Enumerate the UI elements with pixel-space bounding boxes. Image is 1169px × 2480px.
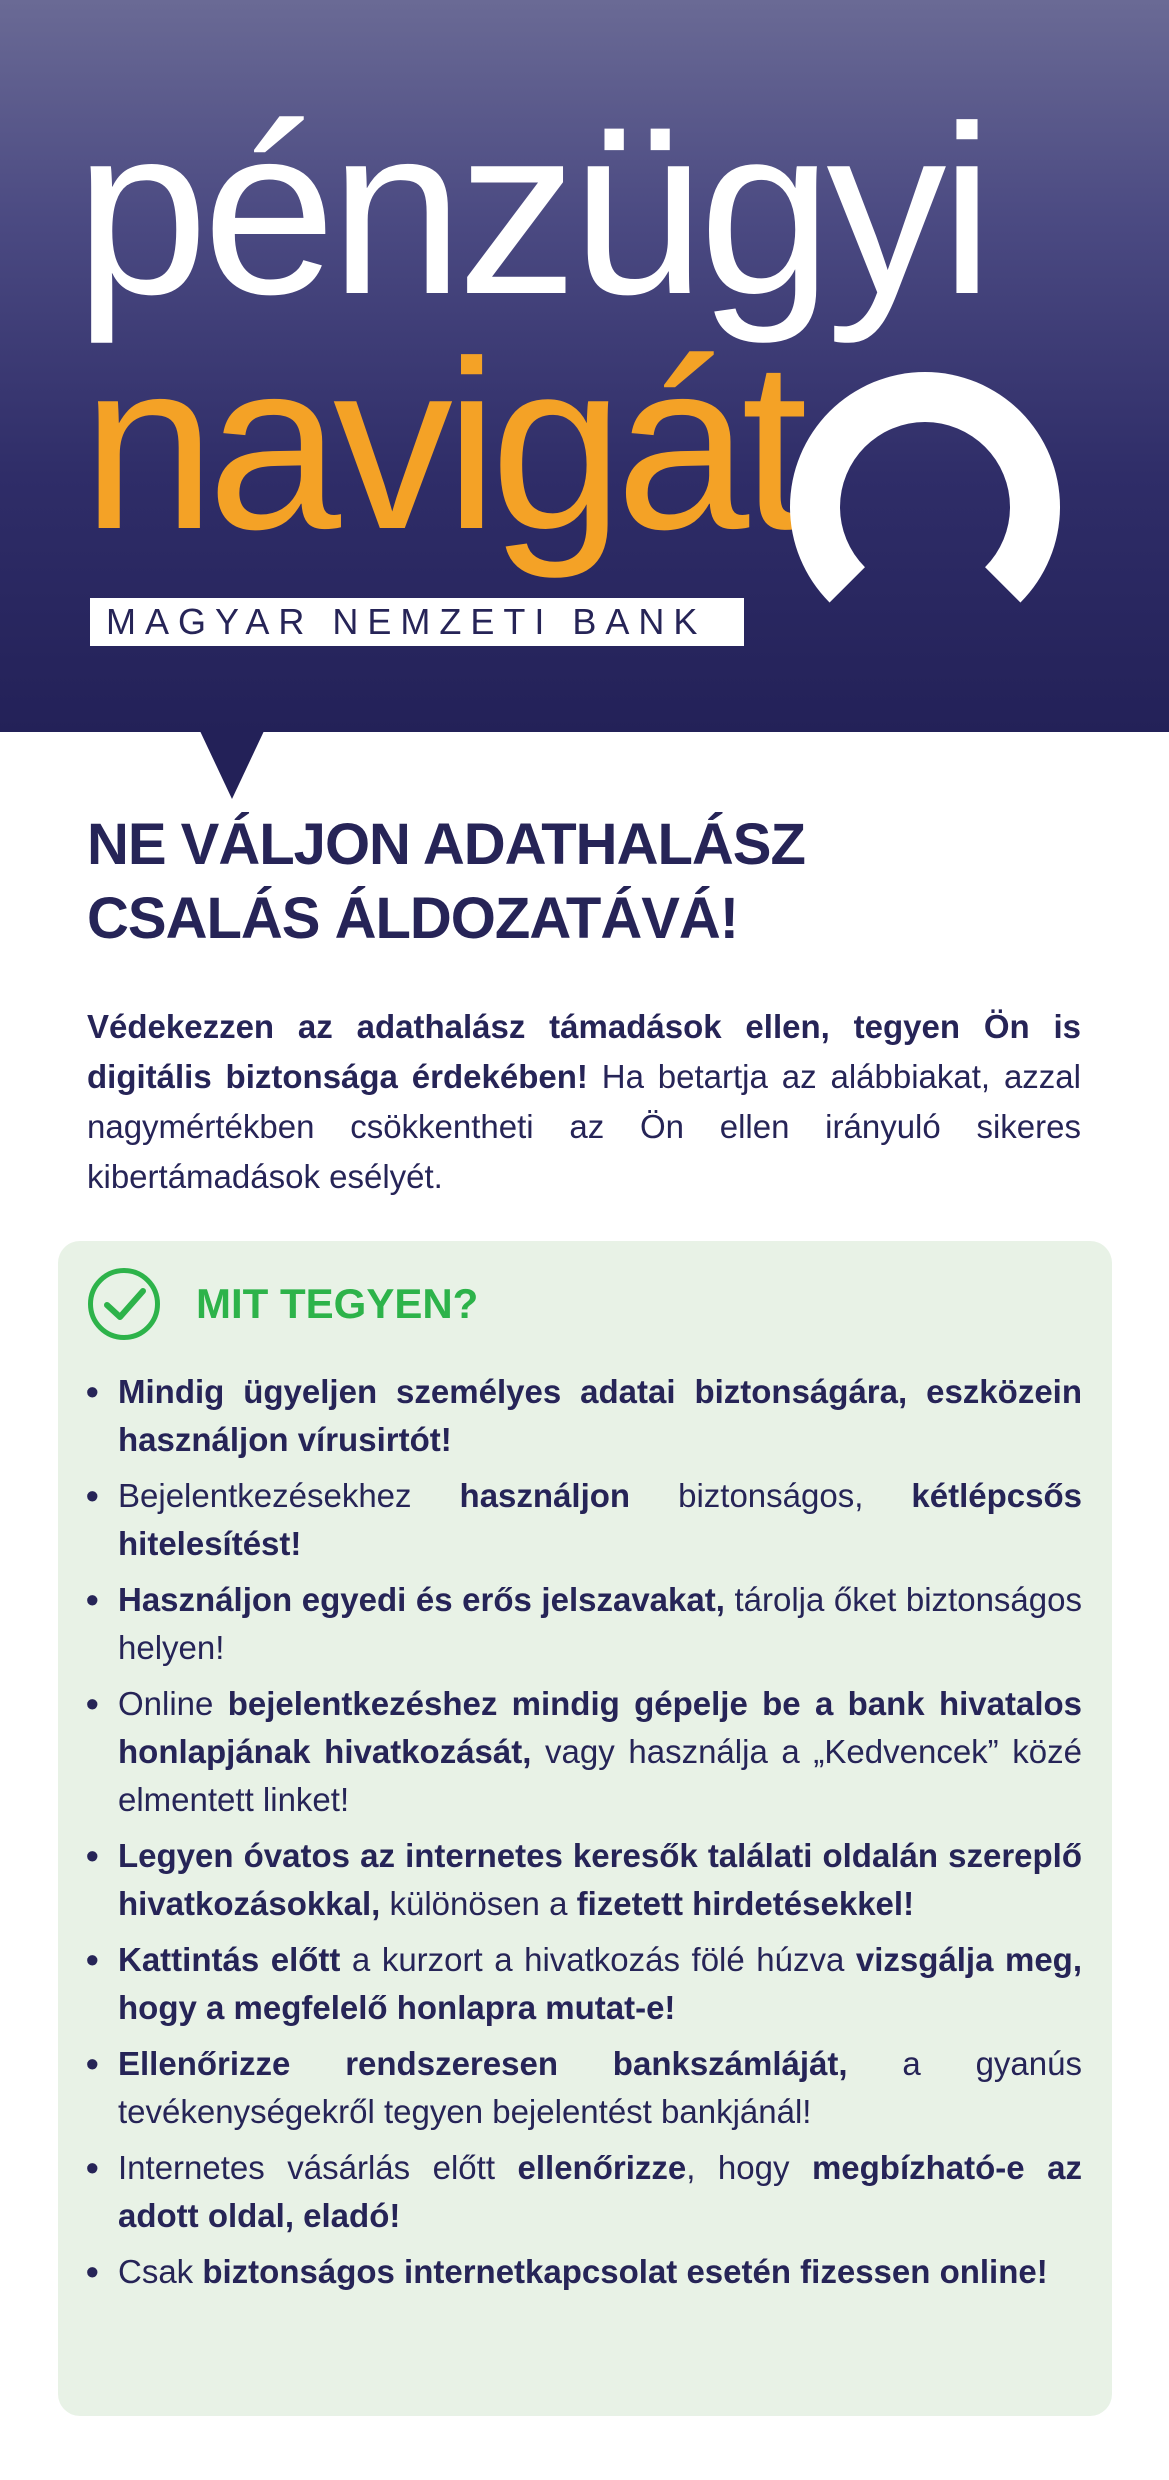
advice-list — [86, 1368, 1082, 2304]
list-item-bold-text: ellenőrizze — [517, 2149, 687, 2186]
list-item — [86, 1936, 1082, 2032]
list-item-bold-text: használjon — [459, 1477, 631, 1514]
list-item-text: biztonságos, — [630, 1477, 912, 1514]
list-item-bold-text: Legyen óvatos az internetes keresők találati oldalán szereplő hivatkozásokkal, — [118, 1837, 1082, 1922]
list-item-text: különösen a — [380, 1885, 577, 1922]
list-item-text: , hogy — [686, 2149, 812, 2186]
list-item-bold-text: megbízható-e az adott oldal, eladó! — [118, 2149, 1082, 2234]
list-item — [86, 1832, 1082, 1928]
list-item — [86, 2144, 1082, 2240]
logo-line2: navigát — [82, 311, 800, 579]
list-item-text: a gyanús tevékenységekről tegyen bejelentést bankjánál! — [118, 2045, 1082, 2130]
title-line1: NE VÁLJON ADATHALÁSZ — [87, 812, 805, 877]
intro-bold: Védekezzen az adathalász támadások ellen, tegyen Ön is digitális biztonsága érdekében! — [87, 1008, 1081, 1095]
intro-paragraph — [87, 1002, 1081, 1202]
list-item-bold-text: Használjon egyedi és erős jelszavakat, — [118, 1581, 725, 1618]
list-item-text: tárolja őket biztonságos helyen! — [118, 1581, 1082, 1666]
list-item-text: Csak — [118, 2253, 203, 2290]
page-title — [87, 808, 1087, 956]
list-item-bold-text: fizetett hirdetésekkel! — [576, 1885, 915, 1922]
title-line2: CSALÁS ÁLDOZATÁVÁ! — [87, 886, 739, 951]
list-item-bold-text: Kattintás előtt — [118, 1941, 341, 1978]
advice-box-title: MIT TEGYEN? — [196, 1280, 479, 1327]
bank-name: MAGYAR NEMZETI BANK — [90, 598, 744, 646]
list-item — [86, 2040, 1082, 2136]
intro-normal: Ha betartja az alábbiakat, azzal nagymértékben csökkentheti az Ön ellen irányuló sikeres kibertámadások esélyét. — [87, 1058, 1081, 1195]
list-item-text: Bejelentkezésekhez — [118, 1477, 460, 1514]
logo-line1: pénzügyi — [75, 76, 988, 344]
list-item-bold-text: biztonságos internetkapcsolat esetén fizessen online! — [202, 2253, 1048, 2290]
list-item-text: a kurzort a hivatkozás fölé húzva — [340, 1941, 856, 1978]
list-item-bold-text: kétlépcsős hitelesítést! — [118, 1477, 1082, 1562]
list-item-text: Online — [118, 1685, 228, 1722]
list-item — [86, 1576, 1082, 1672]
list-item-text: Internetes vásárlás előtt — [118, 2149, 518, 2186]
list-item — [86, 1368, 1082, 1464]
list-item-bold-text: Mindig ügyeljen személyes adatai biztonságára, eszközein használjon vírusirtót! — [118, 1373, 1082, 1458]
list-item — [86, 2248, 1082, 2296]
header-notch — [200, 731, 264, 799]
list-item-bold-text: Ellenőrizze rendszeresen bankszámláját, — [118, 2045, 848, 2082]
list-item — [86, 1472, 1082, 1568]
list-item-bold-text: vizsgálja meg, hogy a megfelelő honlapra mutat-e! — [118, 1941, 1083, 2026]
list-item-bold-text: bejelentkezéshez mindig gépelje be a bank hivatalos honlapjának hivatkozását, — [118, 1685, 1082, 1770]
list-item — [86, 1680, 1082, 1824]
logo-o-shape — [790, 372, 1060, 642]
list-item-text: vagy használja a „Kedvencek” közé elmentett linket! — [118, 1733, 1082, 1818]
check-circle-icon — [88, 1268, 160, 1340]
